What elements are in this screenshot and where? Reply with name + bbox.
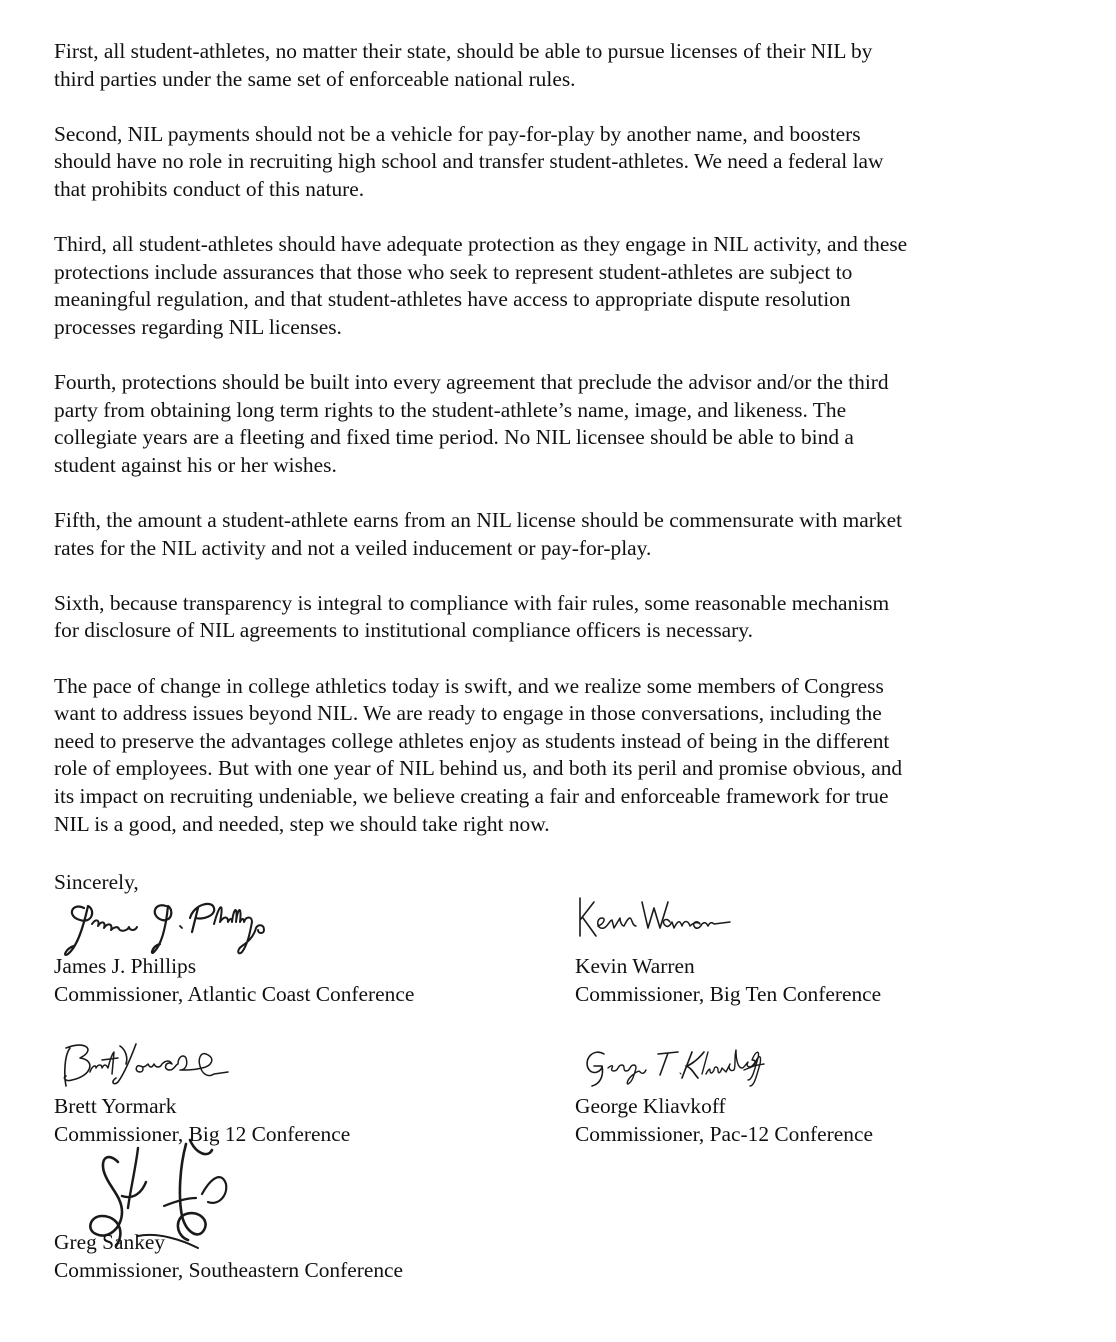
signatory-name: Kevin Warren <box>575 954 695 978</box>
signature-warren-icon <box>574 892 744 942</box>
signatory-title: Commissioner, Big Ten Conference <box>575 981 882 1006</box>
paragraph-fifth: Fifth, the amount a student-athlete earns from an NIL license should be commensurate with market rates for the NIL activity and not a veiled inducement or pay-for-play. <box>54 508 903 560</box>
paragraph-fourth: Fourth, protections should be built into every agreement that preclude the advisor and/or the third party from obtaining long term rights to the student-athlete’s name, image, and likeness. The collegiate years are a fleeting and fixed time period. No NIL licensee should be able to bind a student against his or her wishes. <box>54 370 889 477</box>
paragraph-second: Second, NIL payments should not be a vehicle for pay-for-play by another name, and boosters should have no role in recruiting high school and transfer student-athletes. We need a federal law that prohibits conduct of this nature. <box>54 121 884 201</box>
signature-yormark-icon <box>56 1036 236 1092</box>
paragraph-first: First, all student-athletes, no matter their state, should be able to pursue licenses of their NIL by third parties under the same set of enforceable national rules. <box>54 39 873 91</box>
paragraph-third: Third, all student-athletes should have adequate protection as they engage in NIL activity, and these protections include assurances that those who seek to represent student-athletes are subject to meaningful regulation, and that student-athletes have access to appropriate dispute resolution processes regarding NIL licenses. <box>54 232 908 339</box>
signature-kliavkoff-icon <box>580 1040 770 1092</box>
signatory-title: Commissioner, Southeastern Conference <box>54 1257 404 1282</box>
signatory-sankey <box>54 1229 403 1284</box>
signatory-kliavkoff <box>575 1093 873 1148</box>
signatory-name: Brett Yormark <box>54 1094 177 1118</box>
signatory-name: George Kliavkoff <box>575 1094 726 1118</box>
paragraph-sixth: Sixth, because transparency is integral to compliance with fair rules, some reasonable mechanism for disclosure of NIL agreements to institutional compliance officers is necessary. <box>54 590 890 643</box>
signatory-warren <box>575 953 881 1008</box>
signatory-name: Greg Sankey <box>54 1230 166 1254</box>
signatory-title: Commissioner, Big 12 Conference <box>54 1121 351 1146</box>
signatory-title: Commissioner, Pac-12 Conference <box>575 1121 873 1146</box>
paragraph-conclusion: The pace of change in college athletics today is swift, and we realize some members of Congress want to address issues beyond NIL. We are ready to engage in those conversations, including the need to preserve the advantages college athletes enjoy as students instead of being in the different role of employees. But with one year of NIL behind us, and both its peril and promise obvious, and its impact on recruiting undeniable, we believe creating a fair and enforceable framework for true NIL is a good, and needed, step we should take right now. <box>54 673 903 836</box>
signatory-name: James J. Phillips <box>54 954 197 978</box>
letter-body <box>54 38 1054 866</box>
signatory-title: Commissioner, Atlantic Coast Conference <box>54 981 415 1006</box>
signatory-phillips <box>54 953 414 1008</box>
closing-salutation: Sincerely, <box>54 870 139 894</box>
